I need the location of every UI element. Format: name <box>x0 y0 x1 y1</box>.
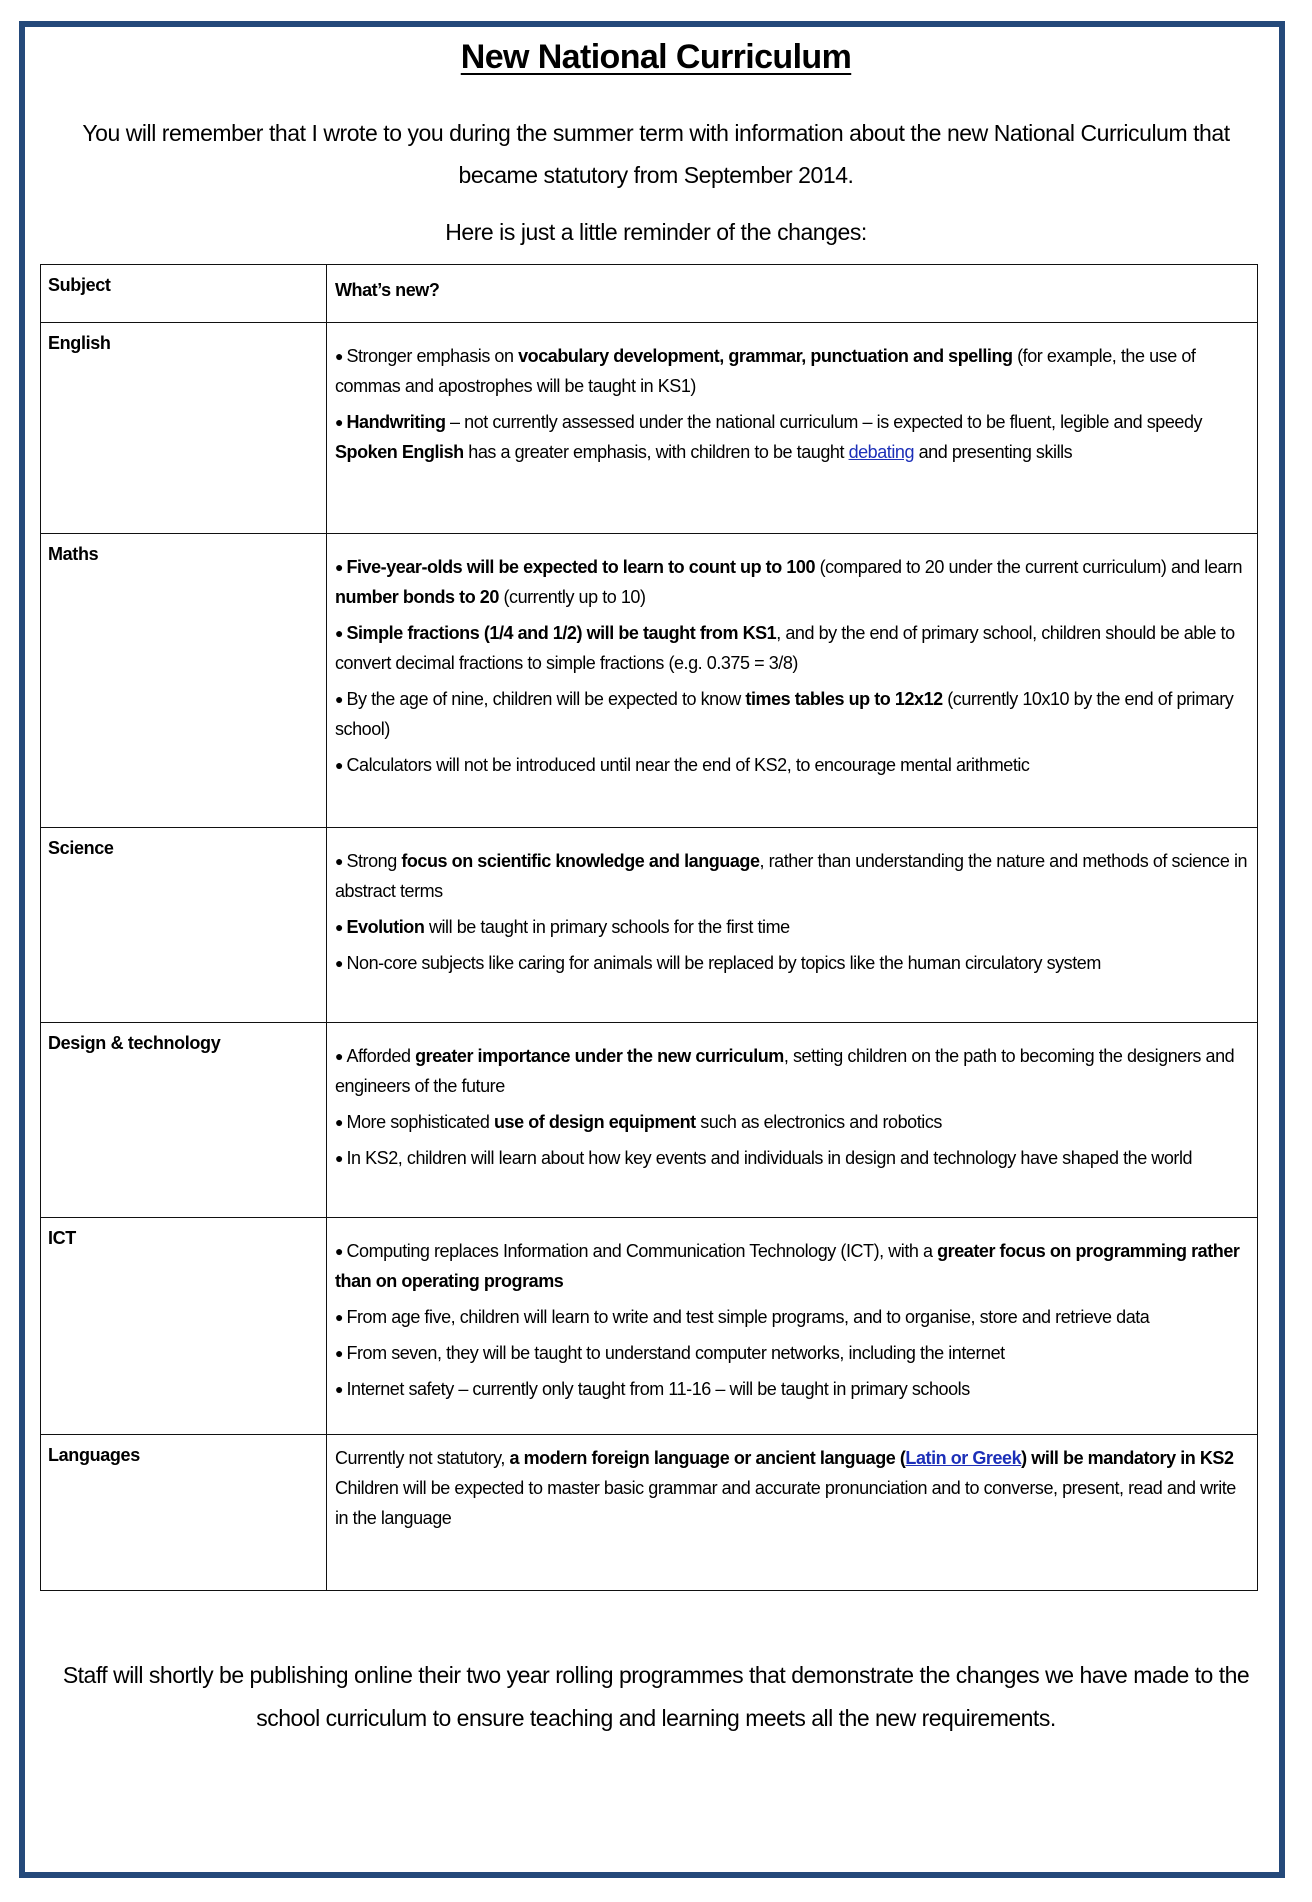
table-row <box>41 323 1258 534</box>
bullet-icon: ● <box>335 625 347 641</box>
bullet-icon: ● <box>335 414 347 430</box>
text: Internet safety – currently only taught from 11-16 – will be taught in primary schools <box>346 1379 970 1399</box>
bullet-icon: ● <box>335 955 347 971</box>
bullet-item <box>335 407 1251 437</box>
paragraph <box>335 1443 1251 1473</box>
text: (compared to 20 under the current curriculum) and learn <box>815 557 1243 577</box>
whats-new-cell <box>327 1218 1258 1435</box>
table-row <box>41 1023 1258 1218</box>
text: – not currently assessed under the national curriculum – is expected to be fluent, legible and speedy <box>445 412 1203 432</box>
paragraph <box>335 437 1251 467</box>
bold-text: Handwriting <box>346 412 446 432</box>
text: Computing replaces Information and Communication Technology (ICT), with a <box>346 1241 938 1261</box>
bullet-icon: ● <box>335 919 347 935</box>
paragraph <box>335 1473 1251 1533</box>
bold-text: Spoken English <box>335 442 464 462</box>
bold-text: use of design equipment <box>493 1112 696 1132</box>
bold-text: ) will be mandatory in KS2 <box>1021 1448 1234 1468</box>
subject-cell: Science <box>41 828 327 1023</box>
bold-text: a modern foreign language or ancient language ( <box>509 1448 906 1468</box>
text: (currently 10x10 by the end of primary school) <box>335 689 1234 739</box>
text: (currently up to 10) <box>498 587 646 607</box>
bullet-icon: ● <box>335 1114 347 1130</box>
text: , rather than understanding the nature and methods of science in abstract terms <box>335 851 1248 901</box>
text: will be taught in primary schools for the first time <box>424 917 790 937</box>
whats-new-cell <box>327 1435 1258 1591</box>
bullet-item <box>335 846 1251 906</box>
text: Currently not statutory, <box>335 1448 510 1468</box>
bullet-icon: ● <box>335 757 347 773</box>
table-row <box>41 1435 1258 1591</box>
bullet-item <box>335 1236 1251 1296</box>
bullet-item <box>335 1143 1251 1173</box>
text: and presenting skills <box>914 442 1073 462</box>
text: From seven, they will be taught to understand computer networks, including the internet <box>346 1343 1005 1363</box>
bullet-icon: ● <box>335 853 347 869</box>
subject-cell: ICT <box>41 1218 327 1435</box>
text: has a greater emphasis, with children to be taught <box>463 442 849 462</box>
whats-new-cell <box>327 534 1258 828</box>
bold-text: times tables up to 12x12 <box>745 689 943 709</box>
text: Children will be expected to master basic grammar and accurate pronunciation and to converse, present, read and write in the language <box>335 1478 1236 1528</box>
table-row <box>41 828 1258 1023</box>
subject-cell: Design & technology <box>41 1023 327 1218</box>
whats-new-cell <box>327 323 1258 534</box>
text: Strong <box>346 851 402 871</box>
bullet-item <box>335 750 1251 780</box>
bold-text: number bonds to 20 <box>335 587 499 607</box>
bullet-item <box>335 1374 1251 1404</box>
bullet-icon: ● <box>335 348 347 364</box>
text: By the age of nine, children will be expected to know <box>346 689 746 709</box>
header-subject: Subject <box>41 265 327 323</box>
subject-cell: Languages <box>41 1435 327 1591</box>
bold-text: focus on scientific knowledge and language <box>401 851 760 871</box>
bullet-icon: ● <box>335 1243 347 1259</box>
subject-cell: Maths <box>41 534 327 828</box>
curriculum-table <box>40 264 1258 1591</box>
bullet-icon: ● <box>335 1309 347 1325</box>
hyperlink[interactable]: debating <box>848 442 915 462</box>
footer-paragraph: Staff will shortly be publishing online their two year rolling programmes that demonstrate the changes we have made to the school curriculum to ensure teaching and learning meets all the new requirements. <box>62 1662 1250 1731</box>
bold-text: Evolution <box>346 917 425 937</box>
bold-text: greater focus on programming rather than on operating programs <box>335 1241 1240 1291</box>
bullet-icon: ● <box>335 1150 347 1166</box>
bullet-item <box>335 1302 1251 1332</box>
hyperlink[interactable]: Latin or Greek <box>905 1448 1022 1468</box>
bullet-icon: ● <box>335 1048 347 1064</box>
bullet-item <box>335 552 1251 612</box>
bullet-item <box>335 1107 1251 1137</box>
bullet-item <box>335 341 1251 401</box>
table-row <box>41 1218 1258 1435</box>
text: Stronger emphasis on <box>346 346 519 366</box>
page-title <box>0 38 1312 77</box>
bold-text: greater importance under the new curriculum <box>415 1046 784 1066</box>
bullet-item <box>335 618 1251 678</box>
bullet-item <box>335 1041 1251 1101</box>
text: Calculators will not be introduced until near the end of KS2, to encourage mental arithmetic <box>346 755 1030 775</box>
text: In KS2, children will learn about how key events and individuals in design and technology have shaped the world <box>346 1148 1193 1168</box>
reminder-line: Here is just a little reminder of the changes: <box>445 219 867 245</box>
bold-text: Simple fractions (1/4 and 1/2) will be taught from KS1 <box>346 623 777 643</box>
text: such as electronics and robotics <box>695 1112 942 1132</box>
text: (for example, the use of commas and apostrophes will be taught in KS1) <box>335 346 1196 396</box>
table-row <box>41 534 1258 828</box>
bullet-icon: ● <box>335 559 347 575</box>
bullet-item <box>335 948 1251 978</box>
bold-text: Five-year-olds will be expected to learn to count up to 100 <box>346 557 816 577</box>
text: , setting children on the path to becoming the designers and engineers of the future <box>335 1046 1235 1096</box>
bold-text: vocabulary development, grammar, punctuation and spelling <box>518 346 1013 366</box>
bullet-item <box>335 1338 1251 1368</box>
bullet-icon: ● <box>335 1381 347 1397</box>
whats-new-cell <box>327 1023 1258 1218</box>
text: , and by the end of primary school, children should be able to convert decimal fractions to simple fractions (e.g. 0.375 = 3/8) <box>335 623 1235 673</box>
bullet-icon: ● <box>335 1345 347 1361</box>
intro-paragraph: You will remember that I wrote to you during the summer term with information about the new National Curriculum that became statutory from September 2014. <box>82 120 1230 188</box>
header-whats-new: What’s new? <box>327 265 1258 323</box>
bullet-item <box>335 912 1251 942</box>
table-header-row <box>41 265 1258 323</box>
text: More sophisticated <box>346 1112 494 1132</box>
text: Afforded <box>346 1046 416 1066</box>
text: From age five, children will learn to write and test simple programs, and to organise, store and retrieve data <box>346 1307 1150 1327</box>
text: Non-core subjects like caring for animals will be replaced by topics like the human circulatory system <box>346 953 1101 973</box>
whats-new-cell <box>327 828 1258 1023</box>
bullet-icon: ● <box>335 691 347 707</box>
bullet-item <box>335 684 1251 744</box>
subject-cell: English <box>41 323 327 534</box>
page-title-text: New National Curriculum <box>460 38 852 76</box>
